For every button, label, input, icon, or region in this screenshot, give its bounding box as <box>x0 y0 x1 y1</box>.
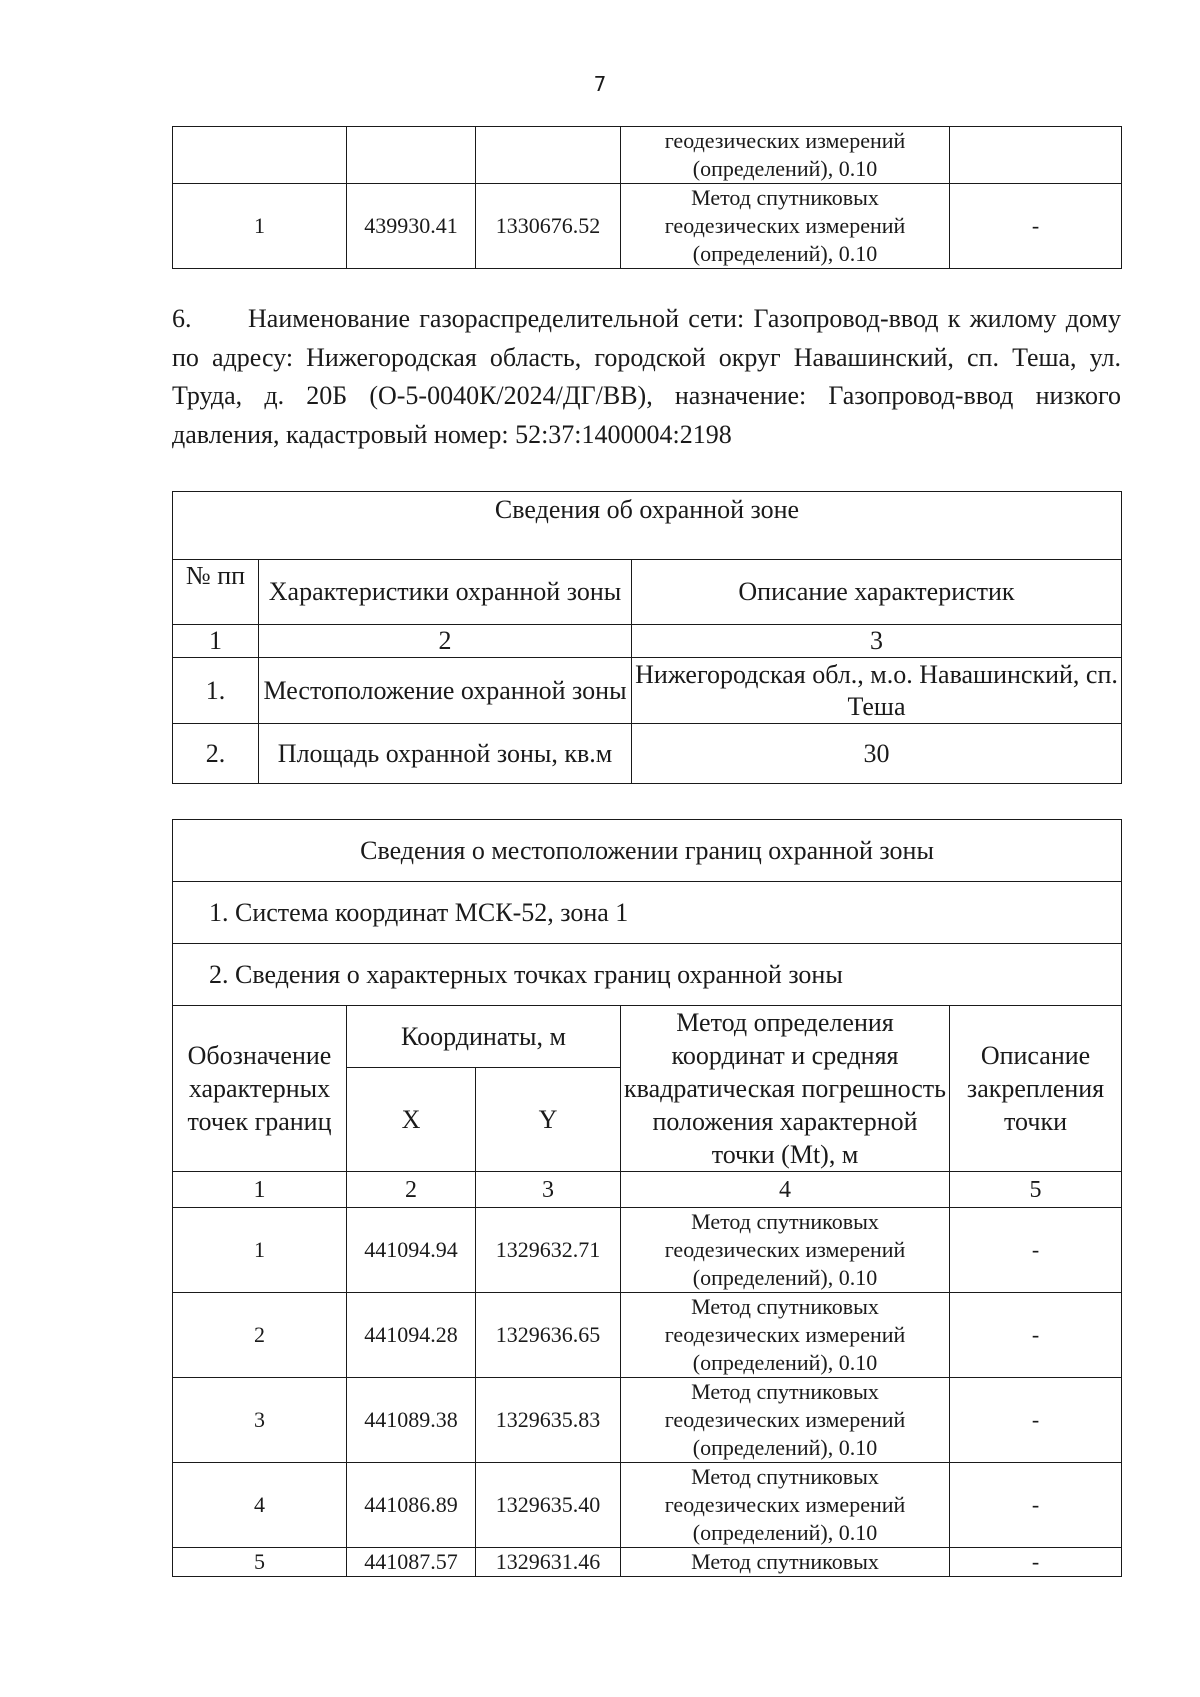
table-row <box>173 820 1122 882</box>
table-row <box>173 724 1122 784</box>
column-header: Обозначение характерных точек границ <box>173 1006 347 1172</box>
index-cell: 4 <box>621 1172 950 1208</box>
section-number: 6. <box>172 304 192 333</box>
fixing-cell: - <box>950 1378 1122 1463</box>
point-cell: 1 <box>173 1208 347 1293</box>
table-row <box>173 625 1122 658</box>
index-cell: 5 <box>950 1172 1122 1208</box>
table-row <box>173 1378 1122 1463</box>
x-cell: 441089.38 <box>347 1378 476 1463</box>
y-cell: 1330676.52 <box>476 184 621 269</box>
column-header: X <box>347 1068 476 1172</box>
method-cell: геодезических измерений (определений), 0.10 <box>621 127 950 184</box>
coordinate-system: 1. Система координат МСК-52, зона 1 <box>173 882 1122 944</box>
index-cell: 2 <box>347 1172 476 1208</box>
row-number: 1. <box>173 658 259 724</box>
table-header-row <box>173 1006 1122 1068</box>
column-header: Y <box>476 1068 621 1172</box>
table-row <box>173 492 1122 560</box>
row-number: 2. <box>173 724 259 784</box>
point-cell: 1 <box>173 184 347 269</box>
page-number: 7 <box>593 72 607 96</box>
point-cell: 3 <box>173 1378 347 1463</box>
y-cell: 1329635.83 <box>476 1378 621 1463</box>
table-row <box>173 944 1122 1006</box>
x-cell: 441094.94 <box>347 1208 476 1293</box>
table-row <box>173 184 1122 269</box>
points-section-title: 2. Сведения о характерных точках границ охранной зоны <box>173 944 1122 1006</box>
protection-zone-table <box>172 491 1122 784</box>
characteristic-cell: Площадь охранной зоны, кв.м <box>259 724 632 784</box>
table-row <box>173 127 1122 184</box>
table-title: Сведения об охранной зоне <box>173 492 1122 560</box>
fixing-cell: - <box>950 1463 1122 1548</box>
section-text: Наименование газораспределительной сети: Газопровод-ввод к жилому дому по адресу: Нижегородская область, городской округ Навашинский, сп. Теша, ул. Труда, д. 20Б (О-5-0040К/2024/ДГ/ВВ), назначение: Газопровод-ввод низкого давления, кадастровый номер: 52:37:1400004:2198 <box>172 304 1121 449</box>
point-cell: 2 <box>173 1293 347 1378</box>
characteristic-cell: Местоположение охранной зоны <box>259 658 632 724</box>
x-cell: 441094.28 <box>347 1293 476 1378</box>
x-cell: 441087.57 <box>347 1548 476 1577</box>
y-cell: 1329636.65 <box>476 1293 621 1378</box>
description-cell: Нижегородская обл., м.о. Навашинский, сп. Теша <box>632 658 1122 724</box>
description-cell: 30 <box>632 724 1122 784</box>
table-cell <box>173 127 347 184</box>
table-header-row <box>173 560 1122 625</box>
column-header: № пп <box>173 560 259 625</box>
table-cell <box>476 127 621 184</box>
method-cell: Метод спутниковых геодезических измерений (определений), 0.10 <box>621 184 950 269</box>
index-cell: 3 <box>476 1172 621 1208</box>
column-header: Описание закрепления точки <box>950 1006 1122 1172</box>
method-cell: Метод спутниковых геодезических измерений (определений), 0.10 <box>621 1208 950 1293</box>
x-cell: 439930.41 <box>347 184 476 269</box>
column-header: Метод определения координат и средняя квадратическая погрешность положения характерной точки (Mt), м <box>621 1006 950 1172</box>
method-cell: Метод спутниковых геодезических измерений (определений), 0.10 <box>621 1293 950 1378</box>
boundary-points-table <box>172 819 1122 1577</box>
index-cell: 3 <box>632 625 1122 658</box>
table-row <box>173 1463 1122 1548</box>
column-header: Координаты, м <box>347 1006 621 1068</box>
index-cell: 2 <box>259 625 632 658</box>
x-cell: 441086.89 <box>347 1463 476 1548</box>
point-cell: 5 <box>173 1548 347 1577</box>
fixing-cell: - <box>950 1208 1122 1293</box>
fixing-cell: - <box>950 1548 1122 1577</box>
table-row <box>173 658 1122 724</box>
table-row <box>173 1548 1122 1577</box>
fixing-cell: - <box>950 1293 1122 1378</box>
section-paragraph <box>172 300 1121 454</box>
table-cell <box>347 127 476 184</box>
y-cell: 1329631.46 <box>476 1548 621 1577</box>
table-row <box>173 1293 1122 1378</box>
continued-coordinates-table <box>172 126 1122 269</box>
point-cell: 4 <box>173 1463 347 1548</box>
table-title: Сведения о местоположении границ охранной зоны <box>173 820 1122 882</box>
method-cell: Метод спутниковых геодезических измерений (определений), 0.10 <box>621 1378 950 1463</box>
method-cell: Метод спутниковых геодезических измерений (определений), 0.10 <box>621 1463 950 1548</box>
column-header: Характеристики охранной зоны <box>259 560 632 625</box>
column-header: Описание характеристик <box>632 560 1122 625</box>
index-cell: 1 <box>173 1172 347 1208</box>
y-cell: 1329635.40 <box>476 1463 621 1548</box>
y-cell: 1329632.71 <box>476 1208 621 1293</box>
index-cell: 1 <box>173 625 259 658</box>
table-row <box>173 882 1122 944</box>
table-cell <box>950 127 1122 184</box>
table-row <box>173 1172 1122 1208</box>
method-cell: Метод спутниковых <box>621 1548 950 1577</box>
fixing-cell: - <box>950 184 1122 269</box>
table-row <box>173 1208 1122 1293</box>
